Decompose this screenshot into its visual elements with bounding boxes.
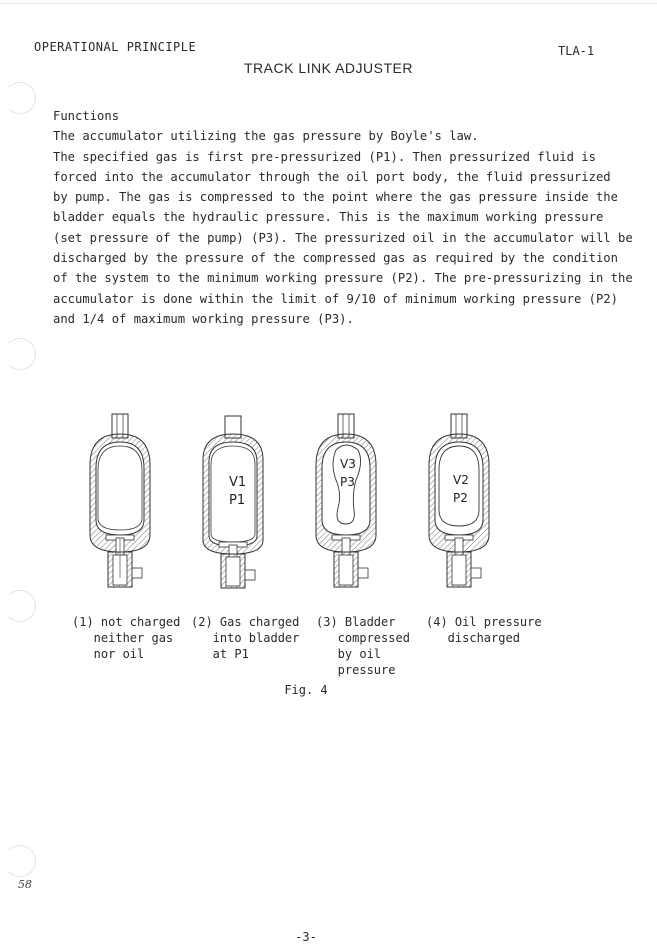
punch-hole-mark [4, 845, 36, 877]
punch-hole-mark [4, 82, 36, 114]
paragraph-line: (set pressure of the pump) (P3). The pressurized oil in the accumulator will be [53, 230, 633, 245]
volume-label: V2 [453, 473, 469, 487]
margin-handwritten-note: 58 [18, 878, 32, 891]
accumulator-stage-4 [429, 414, 489, 587]
punch-hole-mark [4, 590, 36, 622]
paragraph-line: discharged by the pressure of the compressed gas as required by the condition [53, 251, 618, 266]
accumulator-stage-3 [316, 414, 376, 587]
paragraph-line: The specified gas is first pre-pressurized (P1). Then pressurized fluid is [53, 149, 596, 164]
paragraph-line: bladder equals the hydraulic pressure. This is the maximum working pressure [53, 210, 604, 225]
paragraph-line: of the system to the minimum working pressure (P2). The pre-pressurizing in the [53, 271, 633, 286]
top-edge-rule [0, 3, 657, 4]
paragraph-line: The accumulator utilizing the gas pressure by Boyle's law. [53, 129, 479, 144]
functions-paragraph [53, 106, 633, 329]
figure-caption-3: (3) Bladder compressed by oil pressure [316, 615, 410, 677]
document-code: TLA-1 [558, 44, 595, 58]
section-header: OPERATIONAL PRINCIPLE [34, 40, 197, 54]
volume-label: V3 [340, 457, 356, 471]
accumulator-stage-2 [203, 416, 263, 588]
pressure-label: P1 [229, 493, 246, 508]
page-title: TRACK LINK ADJUSTER [244, 60, 413, 76]
paragraph-line: forced into the accumulator through the oil port body, the fluid pressurized [53, 169, 611, 184]
functions-heading: Functions [53, 109, 120, 123]
figure-label: Fig. 4 [284, 683, 328, 697]
pressure-label: P2 [453, 491, 468, 505]
accumulator-figure [70, 410, 540, 595]
page-number: -3- [295, 930, 317, 944]
paragraph-line: accumulator is done within the limit of 9/10 of minimum working pressure (P2) [53, 291, 618, 306]
punch-hole-mark [4, 338, 36, 370]
figure-caption-1: (1) not charged neither gas nor oil [72, 615, 181, 661]
figure-caption-4: (4) Oil pressure discharged [426, 615, 542, 645]
figure-caption-2: (2) Gas charged into bladder at P1 [191, 615, 300, 661]
paragraph-line: and 1/4 of maximum working pressure (P3). [53, 311, 354, 326]
accumulator-stage-1 [90, 414, 150, 587]
pressure-label: P3 [340, 475, 355, 489]
paragraph-line: by pump. The gas is compressed to the point where the gas pressure inside the [53, 190, 618, 205]
volume-label: V1 [229, 475, 247, 490]
